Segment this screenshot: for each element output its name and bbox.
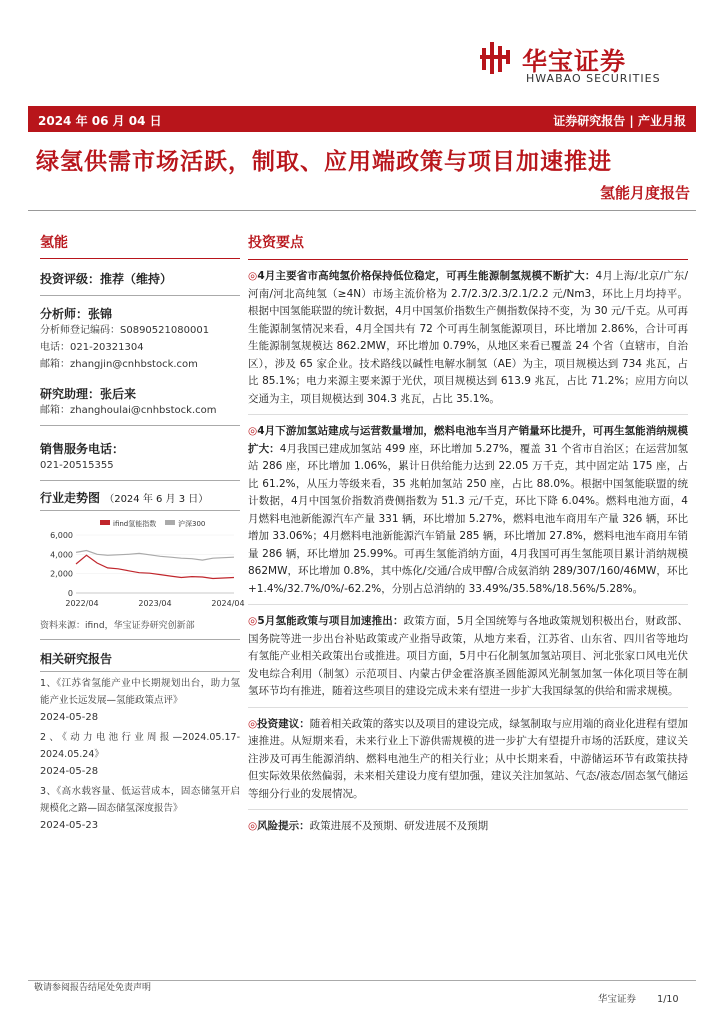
point-price — [248, 268, 688, 408]
point-policy — [248, 613, 688, 701]
related-report-title: 1、《江苏省氢能产业中长期规划出台，助力氢能产业长远发展—氢能政策点评》 — [40, 678, 240, 706]
x-tick-label: 2024/04 — [211, 599, 245, 608]
related-reports-heading: 相关研究报告 — [40, 650, 240, 672]
y-tick-label: 2,000 — [50, 569, 73, 579]
point-divider — [248, 604, 688, 605]
trend-title: 行业走势图 — [40, 491, 101, 505]
assistant-title: 研究助理：张后来 — [40, 387, 137, 401]
bullet-icon: ◎ — [248, 425, 258, 437]
logo-text-cn: 华宝证券 — [522, 47, 627, 76]
sidebar — [40, 232, 245, 834]
point-divider — [248, 809, 688, 810]
header-bar — [28, 106, 696, 132]
legend-label: ifind氢能指数 — [113, 520, 157, 528]
analyst-title: 分析师：张锦 — [40, 307, 113, 321]
logo-text-en: HWABAO SECURITIES — [526, 72, 661, 85]
point-lead: 投资建议： — [257, 717, 310, 730]
related-report-title: 2、《动力电池行业周报—2024.05.17-2024.05.24》 — [40, 732, 240, 760]
footer-company: 华宝证券 — [598, 994, 637, 1005]
sector-name: 氢能 — [40, 232, 240, 259]
legend-swatch — [165, 520, 175, 525]
series-line — [76, 551, 234, 561]
analyst-email[interactable]: 邮箱：zhangjin@cnhbstock.com — [40, 359, 198, 370]
investment-rating: 投资评级：推荐（维持） — [40, 270, 240, 296]
point-lead: 风险提示： — [257, 820, 310, 832]
industry-trend-chart — [40, 517, 245, 609]
point-divider — [248, 707, 688, 708]
related-report[interactable] — [40, 783, 240, 834]
report-type: 证券研究报告 | 产业月报 — [553, 114, 686, 128]
bullet-icon: ◎ — [248, 270, 258, 282]
legend-swatch — [100, 520, 110, 525]
bullet-icon: ◎ — [248, 615, 258, 627]
point-lead: 5月氢能政策与项目加速推出： — [257, 615, 404, 627]
trend-heading — [40, 489, 240, 511]
sales-title: 销售服务电话： — [40, 442, 125, 456]
related-report-title: 3、《高水载容量、低运营成本，固态储氢开启规模化之路—固态储氢深度报告》 — [40, 786, 240, 814]
report-title: 绿氢供需市场活跃，制取、应用端政策与项目加速推进 — [36, 149, 612, 175]
related-report-date: 2024-05-28 — [40, 712, 99, 723]
point-body: 政策方面，5月全国统筹与各地政策规划积极出台，财政部、国务院等进一步出台补贴政策或产业指导政策，从地方来看，江苏省、山东省、四川省等地均有氢能产业相关政策出台或推进。项目方面，5月中石化制氢加氢站项目、河北张家口风电光伏发电综合利用（制氢）示范项目、内蒙古伊金霍洛旗圣圆能源风光制氢加氢一体化项目等在制氢环节均有推进，随着这些项目的建设完成未来有望进一步扩大我国绿氢的供给和需求规模。 — [248, 615, 688, 697]
legend-label: 沪深300 — [178, 520, 206, 528]
assistant-email[interactable]: 邮箱：zhanghoulai@cnhbstock.com — [40, 405, 217, 416]
related-report-date: 2024-05-23 — [40, 820, 99, 831]
point-body: 随着相关政策的落实以及项目的建设完成，绿氢制取与应用端的商业化进程有望加速推进。从短期来看，未来行业上下游供需规模的进一步扩大有望提升市场的活跃度，建议关注涉及可再生能源消纳、燃料电池生产的相关行业；从中长期来看，中游储运环节有政策扶持但实际效果依然偏弱，未来相关建设力度有望加强，建议关注加氢站、气态/液态/固态氢气储运等细分行业的发展情况。 — [248, 717, 688, 800]
highlights-heading: 投资要点 — [248, 232, 688, 260]
sidebar-divider — [40, 480, 240, 481]
analyst-phone: 电话：021-20321304 — [40, 342, 144, 353]
chart-source: 资料来源：ifind，华宝证券研究创新部 — [40, 618, 240, 640]
point-advice — [248, 716, 688, 804]
logo-mark-icon — [480, 40, 518, 76]
related-report[interactable] — [40, 675, 240, 726]
y-tick-label: 6,000 — [50, 531, 73, 540]
company-logo — [480, 40, 690, 96]
point-body: 4月上海/北京/广东/河南/河北高纯氢（≥4N）市场主流价格为 2.7/2.3/2.3/2.1/2.2 元/Nm3，环比上月均持平。根据中国氢能联盟的统计数据，4月中国氢价指数生产侧指数保持不变，为 30 元/千克。从可再生能源制氢情况来看，4月全国共有 72 个可再生制氢能源项目，环比增加 2.86%，合计可再生能源制氢规模达 862.2MW，环比增加 0.79%，从地区来看已覆盖 24 个省（直辖市，自治区），涉及 65 家企业。技术路线以碱性电解水制氢（AE）为主，项目规模达到 734 兆瓦，占比 85.1%；电力来源主要来源于光伏，项目规模达到 613.9 兆瓦，占比 71.2%；应用方向以交通为主，项目规模达到 304.3 兆瓦，占比 35.1%。 — [248, 270, 689, 405]
x-tick-label: 2023/04 — [138, 599, 172, 608]
report-date: 2024 年 06 月 04 日 — [38, 114, 162, 128]
report-subtitle: 氢能月度报告 — [599, 184, 690, 202]
sidebar-divider — [40, 425, 240, 426]
investment-highlights — [248, 232, 688, 836]
point-divider — [248, 414, 688, 415]
trend-date: （2024 年 6 月 3 日） — [104, 494, 209, 505]
page-number: 1/10 — [657, 994, 679, 1005]
footer-disclaimer[interactable]: 敬请参阅报告结尾处免责声明 — [34, 983, 152, 993]
related-report[interactable] — [40, 729, 240, 780]
point-downstream — [248, 423, 688, 598]
title-divider — [28, 210, 696, 211]
x-tick-label: 2022/04 — [65, 599, 99, 608]
point-lead: 4月主要省市高纯氢价格保持低位稳定，可再生能源制氢规模不断扩大： — [257, 270, 596, 282]
bullet-icon: ◎ — [248, 820, 258, 832]
point-body: 政策进展不及预期、研发进展不及预期 — [309, 820, 489, 832]
footer-page-info — [598, 991, 679, 1005]
sales-phone: 021-20515355 — [40, 460, 114, 471]
point-body: 4月我国已建成加氢站 499 座，环比增加 5.27%，覆盖 31 个省市自治区；在运营加氢站 286 座，环比增加 1.06%，累计日供给能力达到 22.05 万千克，其中固定站 175 座，占比 61.2%，从压力等级来看，35 兆帕加氢站 250 座，占比 88.0%。根据中国氢能联盟的统计数据，4月中国氢价指数消费侧指数为 51.3 元/千克，环比下降 6.04%。燃料电池方面，4月燃料电池新能源汽车产量 331 辆，环比增加 5.27%，燃料电池车商用车产量 326 辆，环比增加 33.06%；4月燃料电池新能源汽车销量 285 辆，环比增加 27.8%，燃料电池车商用车销量 286 辆，环比增加 25.99%。可再生氢能消纳方面，4月我国可再生氢能项目累计消纳规模 862MW，环比增加 0.8%，其中炼化/交通/合成甲醇/合成氨消纳 289/307/160/46MW，环比 +1.4%/32.7%/0%/-62.2%，分别占总消纳的 33.49%/35.58%/18.56%/5.28%。 — [248, 442, 688, 595]
y-tick-label: 0 — [67, 589, 73, 598]
related-report-date: 2024-05-28 — [40, 766, 99, 777]
analyst-cert: 分析师登记编码：S0890521080001 — [40, 325, 210, 336]
bullet-icon: ◎ — [248, 717, 258, 730]
point-risk — [248, 818, 688, 836]
y-tick-label: 4,000 — [50, 550, 73, 560]
point-lead: 4月下游加氢站建成与运营数量增加，燃料电池车当月产销量环比提升，可再生氢能消纳规模扩大： — [248, 425, 688, 455]
